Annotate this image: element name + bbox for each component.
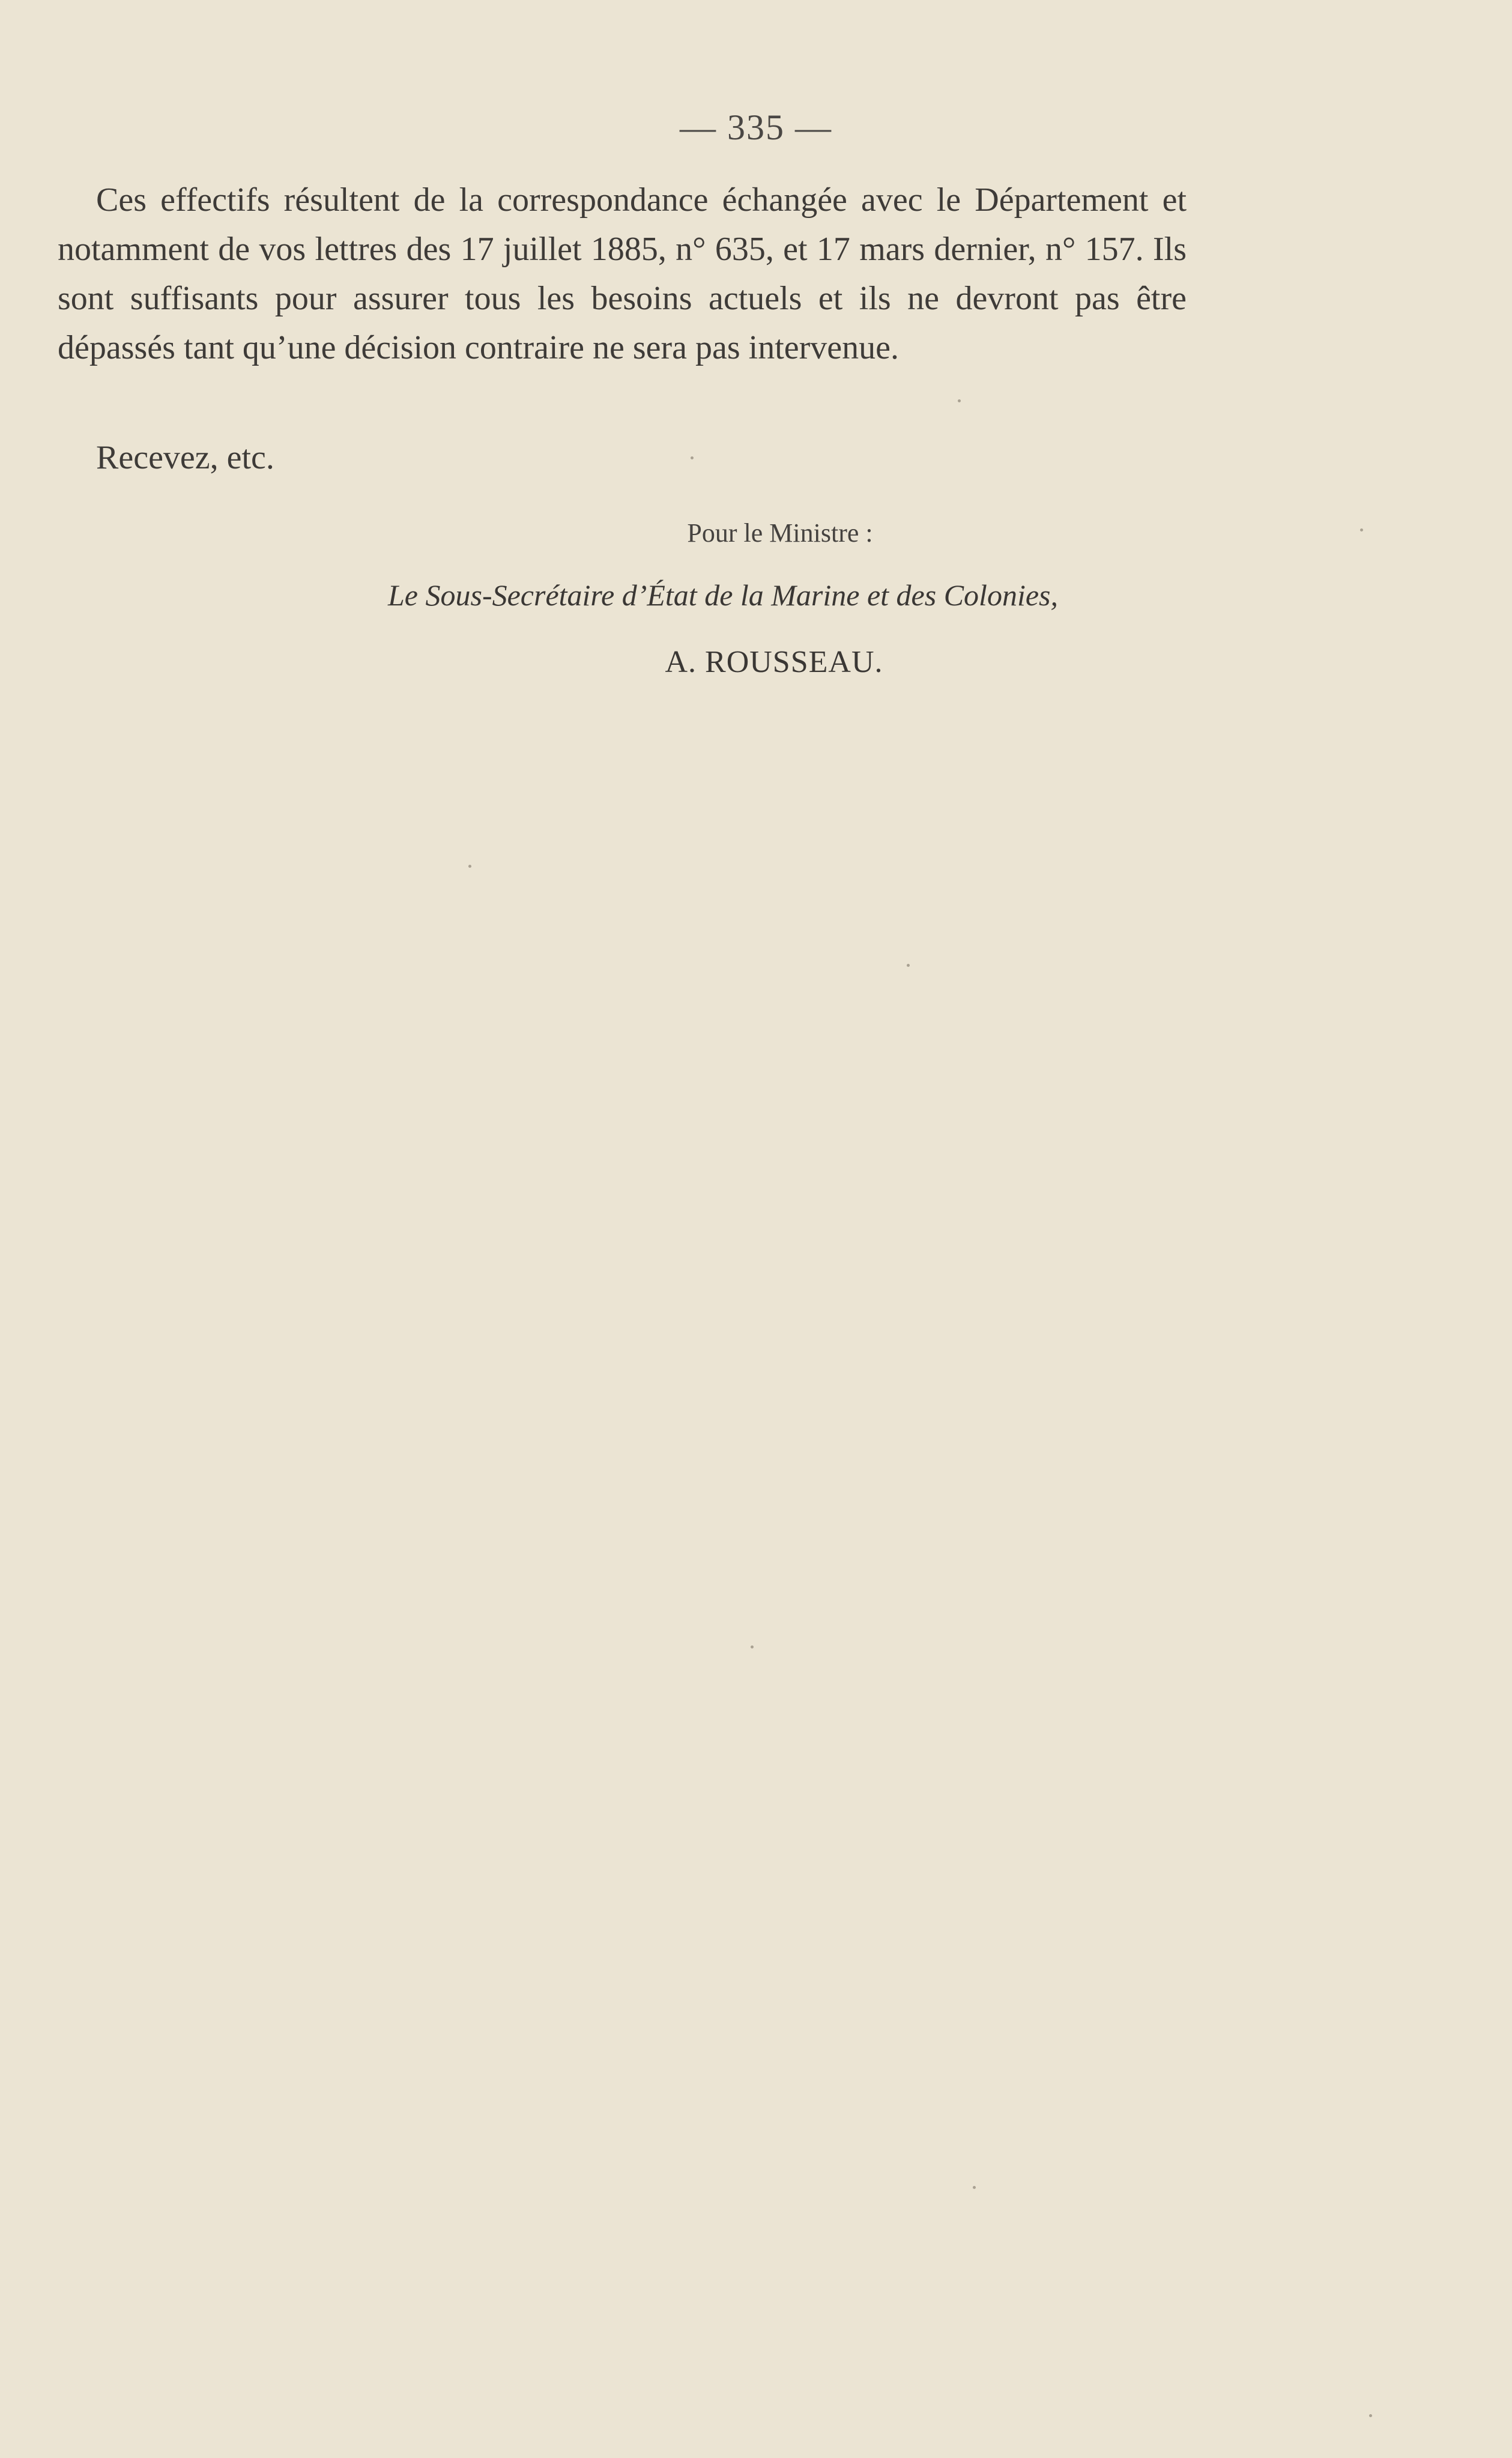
body-paragraph-block: [58, 175, 1187, 372]
paper-speck: [1369, 2414, 1372, 2417]
signatory-name: A. ROUSSEAU.: [665, 645, 883, 679]
paper-speck: [1360, 528, 1363, 531]
paper-speck: [468, 865, 471, 868]
paper-speck: [691, 456, 694, 459]
paper-speck: [973, 2186, 976, 2189]
signature-intro: Pour le Ministre :: [687, 518, 873, 548]
page-number: — 335 —: [680, 107, 832, 147]
body-paragraph: Ces effectifs résultent de la correspondance échangée avec le Département et notamment de vos lettres des 17 juillet 1885, n° 635, et 17 mars dernier, n° 157. Ils sont suffisants pour assurer tous les besoins actuels et ils ne devront pas être dépassés tant qu’une décision contraire ne sera pas intervenue.: [58, 181, 1187, 366]
paper-speck: [907, 964, 910, 967]
closing-formula: Recevez, etc.: [96, 439, 274, 476]
paper-speck: [958, 399, 961, 402]
signatory-title: Le Sous-Secrétaire d’État de la Marine et des Colonies,: [388, 578, 1058, 612]
paper-speck: [751, 1645, 754, 1648]
